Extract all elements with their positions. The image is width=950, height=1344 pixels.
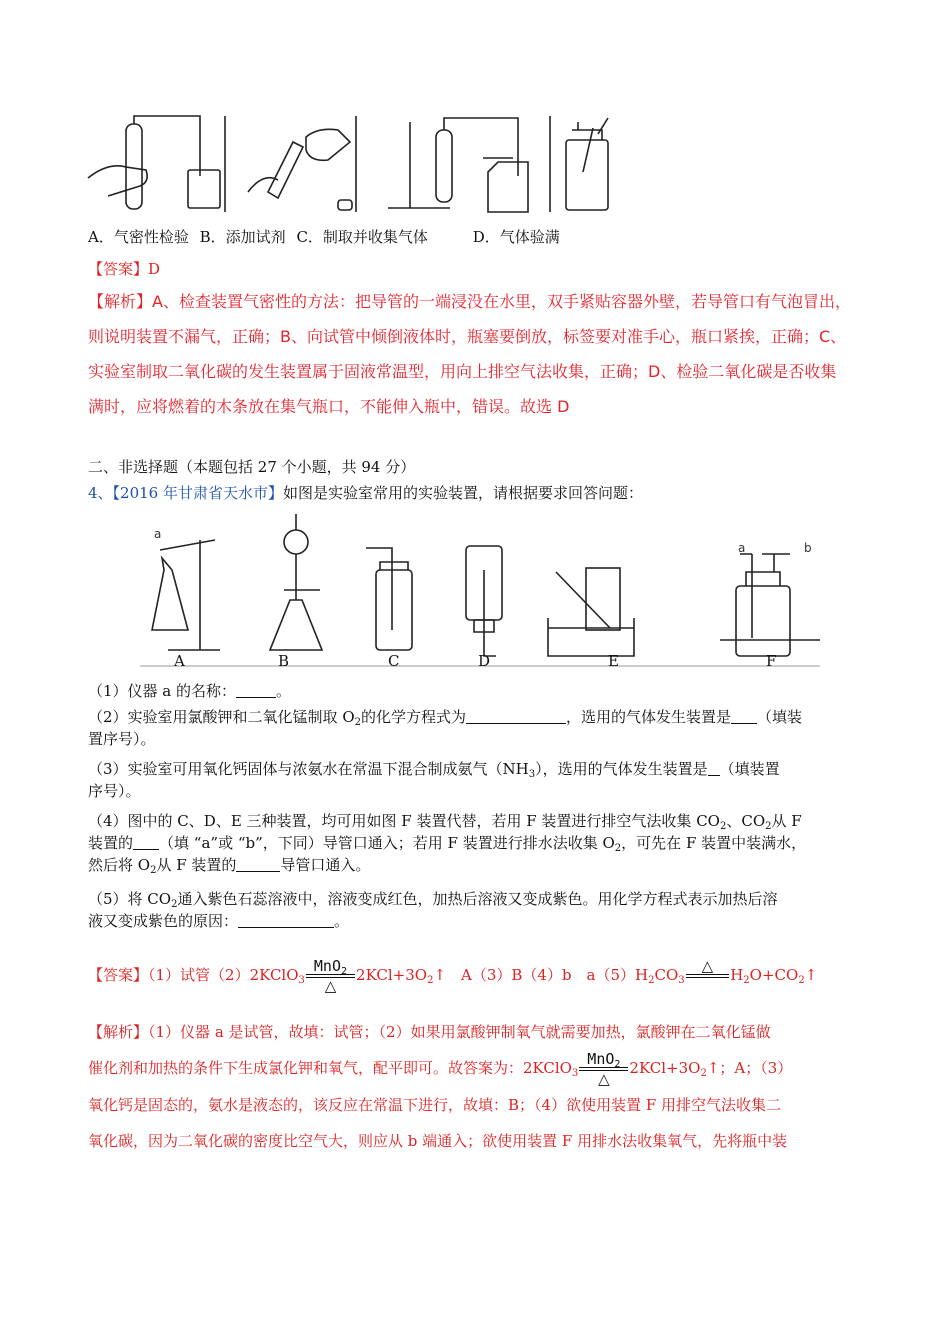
- blank[interactable]: [708, 761, 720, 776]
- q3-options: [88, 226, 560, 248]
- label-port-b: b: [804, 541, 812, 555]
- q4-sub4: （4）图中的 C、D、E 三种装置，均可用如图 F 装置代替，若用 F 装置进行排空气法收集 $CO_2$、$CO_2$从 F 装置的 （填 “a”或 “b”，下同）导管口通入；若用 F 装置进行排水法收集 $O_2$，可先在 F 装置中装满水， 然后将 $O_2$从 F 装置的 导管口通入。: [88, 812, 807, 876]
- q4-analysis-line-3: 氧化钙是固态的，氨水是液态的，该反应在常温下进行，故填：B；（4）欲使用装置 F 用排空气法收集二: [88, 1096, 782, 1114]
- option-d: D．气体验满: [472, 228, 560, 246]
- q4-sub2: （2）实验室用氯酸钾和二氧化锰制取 $O_2$的化学方程式为 ，选用的气体发生装置是 （填装 置序号）。: [88, 708, 803, 748]
- blank[interactable]: [236, 857, 280, 872]
- q4-number: 4、: [88, 484, 113, 502]
- figure-gas-full-test: [566, 118, 608, 210]
- q4-analysis-line-1: 【解析】（1）仪器 a 是试管，故填：试管；（2）如果用氯酸钾制氧气就需要加热，氯酸钾在二氧化锰做: [88, 1023, 771, 1041]
- figure-prepare-collect: [388, 118, 528, 212]
- condition-mno2: $\frac{MnO_2}{\triangle}$: [306, 958, 355, 994]
- label-e: E: [608, 652, 619, 670]
- condition-mno2: $\frac{MnO_2}{\triangle}$: [579, 1051, 628, 1087]
- q3-analysis-line-2: 则说明装置不漏气，正确；B、向试管中倾倒液体时，瓶塞要倒放，标签要对准手心，瓶口紧挨，正确；C、: [88, 327, 847, 346]
- apparatus-b: [270, 514, 322, 650]
- label-pointer-a: a: [154, 527, 162, 541]
- q4-sub1: （1）仪器 a 的名称： 。: [88, 682, 292, 700]
- blank[interactable]: [731, 709, 757, 724]
- operation-illustrations: [88, 112, 648, 222]
- label-d: D: [478, 652, 491, 670]
- label-c: C: [388, 652, 400, 670]
- q4-stem: [88, 482, 643, 504]
- apparatus-figure: [140, 510, 820, 670]
- option-a: A．气密性检验: [88, 228, 189, 246]
- figure-add-reagent: [248, 129, 352, 210]
- q3-answer: 【答案】D: [88, 260, 161, 278]
- blank[interactable]: [466, 709, 566, 724]
- q4-answer: 【答案】（1）试管（2）2KClO$_3$ $\frac{MnO_2}{\triangle}$ $2KCl+3O_2↑$ A（3）B（4）b $a(5)H_2CO_3$ △ $H_2O+CO_2↑$: [88, 957, 818, 995]
- q4-source: 【2016 年甘肃省天水市】: [112, 484, 283, 502]
- q3-analysis-line-3: 实验室制取二氧化碳的发生装置属于固液常温型，用向上排空气法收集，正确；D、检验二氧化碳是否收集: [88, 362, 837, 381]
- option-b: B．添加试剂: [199, 228, 286, 246]
- figure-air-tightness: [88, 116, 220, 209]
- apparatus-a: [152, 527, 220, 650]
- condition-heat: △: [686, 958, 730, 994]
- label-b: B: [278, 652, 290, 670]
- section-heading: 二、非选择题（本题包括 27 个小题，共 94 分）: [88, 458, 416, 476]
- label-port-a: a: [738, 541, 746, 555]
- q3-analysis-line-1: 【解析】A、检查装置气密性的方法：把导管的一端浸没在水里，双手紧贴容器外壁，若导管口有气泡冒出，: [88, 292, 851, 311]
- apparatus-c: [366, 548, 412, 650]
- blank[interactable]: [236, 683, 276, 698]
- q4-sub3: （3）实验室可用氧化钙固体与浓氨水在常温下混合制成氨气$(NH_3)$，选用的气体发生装置是 （填装置 序号）。: [88, 760, 780, 800]
- q4-analysis: [88, 1014, 792, 1159]
- q4-analysis-line-4: 氧化碳，因为二氧化碳的密度比空气大，则应从 b 端通入；欲使用装置 F 用排水法收集氧气，先将瓶中装: [88, 1132, 788, 1150]
- option-c: C．制取并收集气体: [296, 228, 428, 246]
- q4-analysis-line-2: 催化剂和加热的条件下生成氯化钾和氧气，配平即可。故答案为：2KClO$_3$ $\frac{MnO_2}{\triangle}$ $2KCl+3O_2↑$；A；（3）: [88, 1050, 793, 1088]
- q4-sub5: （5）将 $CO_2$通入紫色石蕊溶液中，溶液变成红色，加热后溶液又变成紫色。用化学方程式表示加热后溶 液又变成紫色的原因： 。: [88, 890, 778, 930]
- label-a: A: [174, 652, 185, 670]
- q3-analysis: [88, 284, 851, 424]
- apparatus-f: [720, 541, 820, 656]
- apparatus-d: [466, 546, 502, 656]
- blank[interactable]: [238, 913, 334, 928]
- apparatus-e: [548, 568, 634, 656]
- q3-analysis-line-4: 满时，应将燃着的木条放在集气瓶口，不能伸入瓶中，错误。故选 D: [88, 397, 570, 416]
- label-f: F: [766, 652, 777, 670]
- q4-question: 如图是实验室常用的实验装置，请根据要求回答问题：: [283, 484, 644, 502]
- blank[interactable]: [133, 835, 159, 850]
